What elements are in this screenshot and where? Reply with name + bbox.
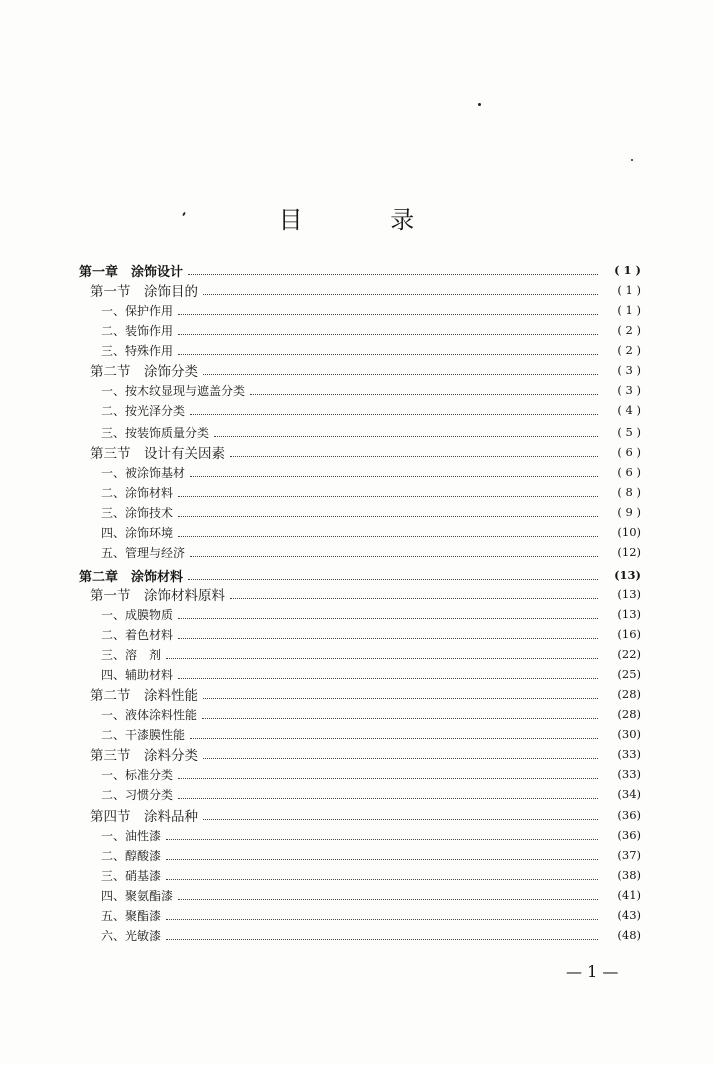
toc-page-number: (33) <box>617 747 641 761</box>
toc-entry-label: 第一节 涂饰材料原料 <box>90 588 225 604</box>
toc-item-row <box>0 764 713 784</box>
toc-page-number: (34) <box>617 787 641 801</box>
dot-leader <box>178 899 598 900</box>
toc-item-row <box>0 664 713 684</box>
toc-page-number: ( 3 ) <box>617 383 641 397</box>
toc-item-row <box>0 300 713 320</box>
toc-item-row <box>0 784 713 804</box>
toc-entry-label: 二、醇酸漆 <box>101 848 162 863</box>
dot-leader <box>178 798 598 799</box>
dot-leader <box>188 579 598 580</box>
toc-page-number: ( 2 ) <box>617 323 641 337</box>
dot-leader <box>203 294 598 295</box>
toc-item-row <box>0 462 713 482</box>
toc-page-number: (41) <box>617 888 641 902</box>
toc-item-row <box>0 522 713 542</box>
dot-leader <box>166 879 598 880</box>
toc-entry-label: 二、涂饰材料 <box>101 485 174 500</box>
toc-entry-label: 一、液体涂料性能 <box>101 707 198 722</box>
toc-item-row <box>0 340 713 360</box>
toc-entry-label: 五、聚酯漆 <box>101 908 162 923</box>
dot-leader <box>250 394 598 395</box>
toc-page-number: (36) <box>617 828 641 842</box>
toc-entry-label: 五、管理与经济 <box>101 545 186 560</box>
dot-leader <box>190 738 598 739</box>
toc-section-row <box>0 805 713 825</box>
toc-item-row <box>0 865 713 885</box>
page-number-footer: — 1 — <box>566 962 619 981</box>
dot-leader <box>202 718 598 719</box>
toc-item-row <box>0 422 713 442</box>
toc-page-number: ( 1 ) <box>617 303 641 317</box>
dot-leader <box>166 919 598 920</box>
dot-leader <box>190 556 598 557</box>
toc-entry-label: 六、光敏漆 <box>101 928 162 943</box>
toc-page-number: (10) <box>617 525 641 539</box>
toc-section-row <box>0 584 713 604</box>
dot-leader <box>230 598 598 599</box>
toc-entry-label: 第一章 涂饰设计 <box>79 264 184 280</box>
toc-entry-label: 二、着色材料 <box>101 627 174 642</box>
toc-entry-label: 一、按木纹显现与遮盖分类 <box>101 383 246 398</box>
dot-leader <box>178 496 598 497</box>
toc-entry-label: 第一节 涂饰目的 <box>90 284 198 300</box>
toc-page-number: (33) <box>617 767 641 781</box>
toc-page-number: (16) <box>617 627 641 641</box>
dot-leader <box>188 274 598 275</box>
scan-speck <box>478 103 481 106</box>
toc-item-row <box>0 502 713 522</box>
dot-leader <box>178 678 598 679</box>
toc-item-row <box>0 825 713 845</box>
toc-section-row <box>0 442 713 462</box>
toc-entry-label: 第四节 涂料品种 <box>90 809 198 825</box>
toc-entry-label: 四、辅助材料 <box>101 667 174 682</box>
dot-leader <box>178 536 598 537</box>
toc-page-number: ( 1 ) <box>617 283 641 297</box>
toc-item-row <box>0 845 713 865</box>
dot-leader <box>190 414 598 415</box>
toc-item-row <box>0 482 713 502</box>
toc-entry-label: 一、被涂饰基材 <box>101 465 186 480</box>
toc-section-row <box>0 280 713 300</box>
dot-leader <box>166 658 598 659</box>
dot-leader <box>178 638 598 639</box>
toc-page-number: (30) <box>617 727 641 741</box>
toc-item-row <box>0 905 713 925</box>
toc-entry-label: 第二节 涂饰分类 <box>90 364 198 380</box>
toc-page-number: (37) <box>617 848 641 862</box>
toc-page-number: (13) <box>617 607 641 621</box>
toc-page-number: (48) <box>617 928 641 942</box>
dot-leader <box>178 516 598 517</box>
dot-leader <box>203 698 598 699</box>
toc-entry-label: 一、标准分类 <box>101 767 174 782</box>
toc-entry-label: 三、特殊作用 <box>101 343 174 358</box>
toc-entry-label: 一、油性漆 <box>101 828 162 843</box>
dot-leader <box>166 859 598 860</box>
toc-page-number: (43) <box>617 908 641 922</box>
dot-leader <box>203 758 598 759</box>
toc-page-number: ( 9 ) <box>617 505 641 519</box>
toc-page-number: ( 6 ) <box>617 465 641 479</box>
toc-item-row <box>0 542 713 562</box>
dot-leader <box>178 354 598 355</box>
toc-item-row <box>0 624 713 644</box>
dot-leader <box>190 476 598 477</box>
dot-leader <box>178 778 598 779</box>
toc-item-row <box>0 380 713 400</box>
toc-page-number: (28) <box>617 707 641 721</box>
toc-entry-label: 二、干漆膜性能 <box>101 727 186 742</box>
toc-entry-label: 第二节 涂料性能 <box>90 688 198 704</box>
toc-entry-label: 一、保护作用 <box>101 303 174 318</box>
toc-page-number: ( 5 ) <box>617 425 641 439</box>
toc-entry-label: 四、涂饰环境 <box>101 525 174 540</box>
toc-entry-label: 三、硝基漆 <box>101 868 162 883</box>
toc-page-number: (13) <box>617 587 641 601</box>
toc-item-row <box>0 644 713 664</box>
toc-item-row <box>0 320 713 340</box>
dot-leader <box>214 436 598 437</box>
toc-page-number: ( 8 ) <box>617 485 641 499</box>
toc-item-row <box>0 704 713 724</box>
toc-entry-label: 三、按装饰质量分类 <box>101 425 210 440</box>
toc-page-number: ( 3 ) <box>617 363 641 377</box>
toc-section-row <box>0 360 713 380</box>
toc-entry-label: 第三节 设计有关因素 <box>90 446 225 462</box>
dot-leader <box>203 819 598 820</box>
toc-chapter-row <box>0 260 713 280</box>
dot-leader <box>178 314 598 315</box>
toc-entry-label: 一、成膜物质 <box>101 607 174 622</box>
toc-section-row <box>0 744 713 764</box>
dot-leader <box>178 334 598 335</box>
toc-entry-label: 四、聚氨酯漆 <box>101 888 174 903</box>
toc-page-number: (12) <box>617 545 641 559</box>
toc-entry-label: 二、习惯分类 <box>101 787 174 802</box>
toc-chapter-row <box>0 565 713 585</box>
toc-page-number: (22) <box>617 647 641 661</box>
dot-leader <box>166 839 598 840</box>
toc-item-row <box>0 885 713 905</box>
toc-entry-label: 二、按光泽分类 <box>101 403 186 418</box>
toc-entry-label: 三、涂饰技术 <box>101 505 174 520</box>
toc-entry-label: 二、装饰作用 <box>101 323 174 338</box>
toc-page-number: (13) <box>614 568 641 582</box>
toc-page-number: (36) <box>617 808 641 822</box>
dot-leader <box>166 939 598 940</box>
toc-page-number: ( 2 ) <box>617 343 641 357</box>
toc-page-number: ( 6 ) <box>617 445 641 459</box>
page-title: 目 录 <box>278 206 455 234</box>
toc-page-number: (28) <box>617 687 641 701</box>
dot-leader <box>203 374 598 375</box>
toc-page-number: (38) <box>617 868 641 882</box>
dot-leader <box>230 456 598 457</box>
toc-page-number: ( 4 ) <box>617 403 641 417</box>
scan-speck <box>631 159 633 161</box>
dot-leader <box>178 618 598 619</box>
toc-entry-label: 三、溶 剂 <box>101 647 162 662</box>
toc-section-row <box>0 684 713 704</box>
toc-page-number: (25) <box>617 667 641 681</box>
toc-page-number: ( 1 ) <box>614 263 641 277</box>
toc-entry-label: 第二章 涂饰材料 <box>79 569 184 585</box>
toc-item-row <box>0 925 713 945</box>
toc-entry-label: 第三节 涂料分类 <box>90 748 198 764</box>
toc-item-row <box>0 724 713 744</box>
toc-item-row <box>0 400 713 420</box>
toc-item-row <box>0 604 713 624</box>
